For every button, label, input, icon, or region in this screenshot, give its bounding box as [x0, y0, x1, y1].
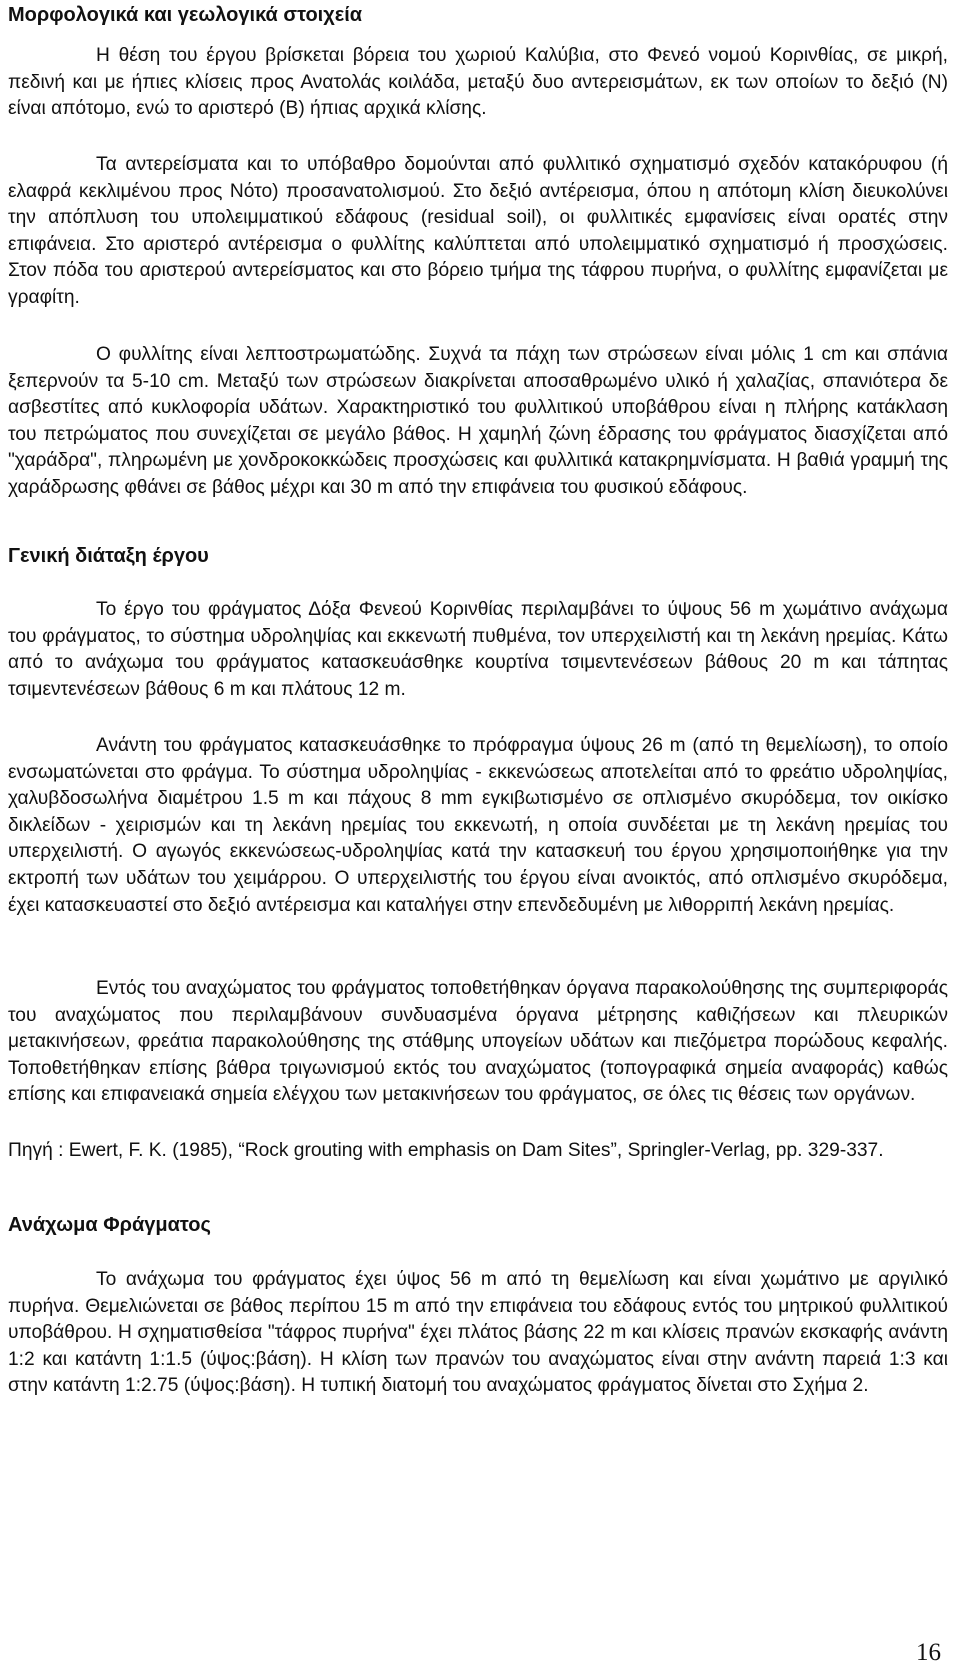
paragraph-location: Η θέση του έργου βρίσκεται βόρεια του χωριού Καλύβια, στο Φενεό νομού Κορινθίας, σε μικρή, πεδινή και με ήπιες κλίσεις προς Ανατολάς κοιλάδα, μεταξύ δυο αντερεισμάτων, εκ των οποίων το δεξιό (Ν) είναι απότομο, ενώ το αριστερό (Β) ήπιας αρχικά κλίσης.	[8, 45, 948, 120]
paragraph-instruments: Εντός του αναχώματος του φράγματος τοποθετήθηκαν όργανα παρακολούθησης της συμπεριφοράς του αναχώματος που περιλαμβάνουν συνδυασμένα όργανα μέτρησης καθιζήσεων και πλευρικών μετακινήσεων, φρεάτια παρακολούθησης της στάθμης υπογείων υδάτων και πιεζόμετρα πορώδους κεφαλής. Τοποθετήθηκαν επίσης βάθρα τριγωνισμού εκτός του αναχώματος (τοπογραφικά σημεία αναφοράς) καθώς επίσης και επιφανειακά σημεία ελέγχου των μετακινήσεων του φράγματος, σε όλες τις θέσεις των οργάνων.	[8, 978, 948, 1106]
section-heading-embankment: Ανάχωμα Φράγματος	[8, 1214, 211, 1236]
section-heading-morphology: Μορφολογικά και γεωλογικά στοιχεία	[8, 4, 363, 26]
paragraph-abutments: Τα αντερείσματα και το υπόβαθρο δομούνται από φυλλιτικό σχηματισμό σχεδόν κατακόρυφου (ή ελαφρά κεκλιμένου προς Νότο) προσανατολισμού. Στο δεξιό αντέρεισμα, όπου η απότομη κλίση διευκολύνει την απόπλυση του υπολειμματικού εδάφους (residual soil), οι φυλλιτικές εμφανίσεις είναι ορατές στην επιφάνεια. Στο αριστερό αντέρεισμα ο φυλλίτης καλύπτεται από υπολειμματικό σχηματισμό ή προσχώσεις. Στον πόδα του αριστερού αντερείσματος και στο βόρειο τμήμα της τάφρου πυρήνα, ο φυλλίτης εμφανίζεται με γραφίτη.	[8, 154, 948, 308]
paragraph-works: Το έργο του φράγματος Δόξα Φενεού Κορινθίας περιλαμβάνει το ύψους 56 m χωμάτινο ανάχωμα του φράγματος, το σύστημα υδροληψίας και εκκενωτή πυθμένα, τον υπερχειλιστή και τη λεκάνη ηρεμίας. Κάτω από το ανάχωμα του φράγματος κατασκευάσθηκε κουρτίνα τσιμεντενέσεων βάθους 20 m και τάπητας τσιμεντενέσεων βάθους 6 m και πλάτους 12 m.	[8, 599, 948, 700]
paragraph-cofferdam: Ανάντη του φράγματος κατασκευάσθηκε το πρόφραγμα ύψους 26 m (από τη θεμελίωση), το οποίο ενσωματώνεται στο φράγμα. Το σύστημα υδροληψίας - εκκενώσεως αποτελείται από το φρεάτιο υδροληψίας, χαλυβδοσωλήνα διαμέτρου 1.5 m και πάχους 8 mm εγκιβωτισμένο σε οπλισμένο σκυρόδεμα, τον οικίσκο δικλείδων - χειρισμών και τη λεκάνη ηρεμίας του εκκενωτή, η οποία συνδέεται με τη λεκάνη ηρεμίας του υπερχειλιστή. Ο αγωγός εκκενώσεως-υδροληψίας κατά την κατασκευή του έργου χρησιμοποιήθηκε για την εκτροπή των υδάτων του χειμάρρου. Ο υπερχειλιστής του έργου είναι ανοικτός, από οπλισμένο σκυρόδεμα, έχει κατασκευαστεί στο δεξιό αντέρεισμα και καταλήγει στην επενδεδυμένη με λιθορριπή λεκάνη ηρεμίας.	[8, 735, 948, 916]
source-reference: Πηγή : Ewert, F. K. (1985), “Rock grouting with emphasis on Dam Sites”, Springler-Verlag, pp. 329-337.	[8, 1140, 884, 1161]
page-number: 16	[916, 1639, 941, 1666]
paragraph-phyllite: Ο φυλλίτης είναι λεπτοστρωματώδης. Συχνά τα πάχη των στρώσεων είναι μόλις 1 cm και σπάνια ξεπερνούν τα 5-10 cm. Μεταξύ των στρώσεων διακρίνεται αποσαθρωμένο υλικό ή χαλαζίας, σπανιότερα δε ασβεστίτες από κυκλοφορία υδάτων. Χαρακτηριστικό του φυλλιτικού υποβάθρου είναι η πλήρης κατάκλαση του πετρώματος που συνεχίζεται σε μεγάλο βάθος. Η χαμηλή ζώνη έδρασης του φράγματος διασχίζεται από "χαράδρα", πληρωμένη με χονδροκοκκώδεις προσχώσεις και φυλλιτικά κατακρημνίσματα. Η βαθιά γραμμή της χαράδρωσης φθάνει σε βάθος μέχρι και 30 m από την επιφάνεια του φυσικού εδάφους.	[8, 344, 948, 498]
section-heading-layout: Γενική διάταξη έργου	[8, 545, 209, 567]
paragraph-embankment: Το ανάχωμα του φράγματος έχει ύψος 56 m από τη θεμελίωση και είναι χωμάτινο με αργιλικό πυρήνα. Θεμελιώνεται σε βάθος περίπου 15 m από την επιφάνεια του εδάφους εντός του μητρικού φυλλιτικού υποβάθρου. Η σχηματισθείσα "τάφρος πυρήνα" έχει πλάτος βάσης 22 m και κλίσεις πρανών εκσκαφής ανάντη 1:2 και κατάντη 1:1.5 (ύψος:βάση). Η κλίση των πρανών του αναχώματος είναι στην ανάντη παρειά 1:3 και στην κατάντη 1:2.75 (ύψος:βάση). Η τυπική διατομή του αναχώματος φράγματος δίνεται στο Σχήμα 2.	[8, 1269, 948, 1397]
